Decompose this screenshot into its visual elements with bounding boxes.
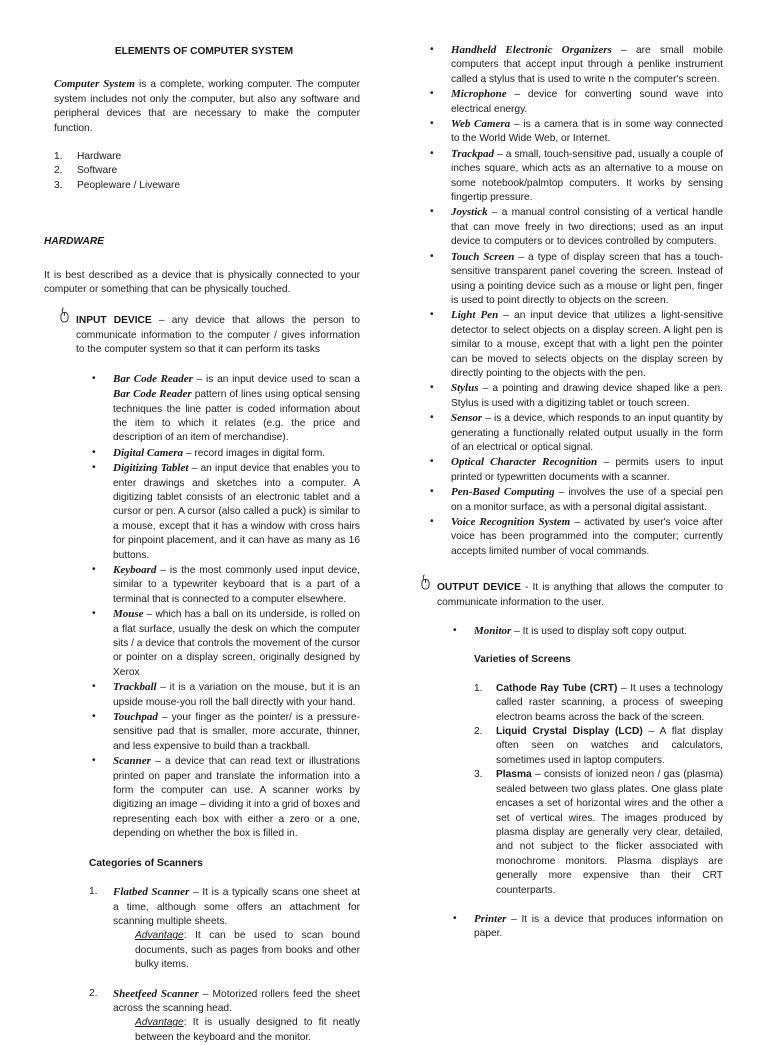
list-item: [427, 515, 723, 559]
list-item: [54, 179, 360, 193]
list-number: 3.: [54, 179, 63, 191]
advantage-note: [113, 1016, 360, 1045]
list-item: [474, 682, 723, 725]
list-item: [89, 372, 360, 446]
item-text: involves the use of a special pen on a monitor surface, as with a personal digital assistant.: [451, 487, 724, 513]
item-term: Handheld Electronic Organizers: [451, 44, 612, 56]
list-item: [89, 710, 360, 754]
list-item: [450, 912, 723, 942]
hardware-description: It is best described as a device that is physically connected to your computer or something that can be physically touched.: [44, 269, 360, 296]
item-separator: –: [511, 626, 523, 638]
bullet-icon: •: [430, 516, 434, 527]
list-number: 2.: [89, 987, 98, 999]
item-term: Plasma: [496, 769, 532, 781]
page-title: ELEMENTS OF COMPUTER SYSTEM: [114, 46, 294, 57]
item-text: a manual control consisting of a vertical handle that can move freely in two directions; used as an input device to computers or to devices controlled by computers.: [451, 207, 724, 248]
bullet-icon: •: [453, 912, 457, 924]
list-item: [427, 411, 723, 455]
bullet-icon: •: [430, 382, 434, 394]
item-term: Keyboard: [113, 563, 157, 576]
item-text: an input device that enables you to enter drawings and sketches into a computer. A digitizing tablet consists of an electronic tablet and a cursor or pen. A cursor (also called a puck) is similar to a mouse, except that it has a window with cross hairs for pinpoint placement, and it can have as many as 16 buttons.: [113, 463, 361, 561]
item-text: which has a ball on its underside, is rolled on a flat surface, usually the desk on which the computer sits / a device that controls the movement of the cursor or pointer on a display screen, originally designed by Xerox: [113, 609, 361, 678]
item-separator: –: [510, 119, 524, 131]
list-number: 3.: [474, 769, 483, 781]
item-separator: –: [617, 682, 631, 694]
list-item: [427, 43, 723, 87]
scanners-heading: Categories of Scanners: [89, 857, 203, 869]
item-separator: –: [157, 712, 172, 724]
list-item: [427, 205, 723, 249]
bullet-icon: •: [430, 118, 434, 130]
item-term: Cathode Ray Tube (CRT): [496, 682, 618, 694]
item-text: It uses a technology called raster scanning, a process of sweeping electron beams across the back of the screen.: [496, 682, 723, 723]
item-separator: –: [642, 726, 660, 738]
list-item-label: Peopleware / Liveware: [77, 179, 181, 191]
item-term: Bar Code Reader: [113, 388, 192, 401]
item-term: Stylus: [451, 382, 479, 395]
item-separator: –: [597, 457, 616, 469]
advantage-text: : It is usually designed to fit neatly between the keyboard and the monitor.: [135, 1017, 360, 1043]
mouse-pointer-icon: [57, 307, 72, 323]
item-term: Sheetfeed Scanner: [113, 987, 199, 1000]
input-device-heading: INPUT DEVICE: [76, 315, 152, 327]
bullet-icon: •: [92, 681, 96, 693]
list-item: [89, 607, 360, 680]
list-number: 2.: [474, 726, 483, 738]
bullet-icon: •: [430, 412, 434, 424]
output-device-heading: OUTPUT DEVICE: [437, 582, 521, 594]
bullet-icon: •: [430, 147, 434, 159]
item-term: Touchpad: [113, 711, 158, 724]
item-separator: –: [514, 251, 529, 263]
bullet-icon: •: [430, 88, 434, 100]
components-list: [54, 150, 360, 193]
item-separator: –: [150, 756, 166, 768]
input-device-list: [89, 372, 360, 842]
bullet-icon: •: [430, 206, 434, 218]
item-text: are small mobile computers that accept input through a penlike instrument called a stylus that is used to write n the computer's screen.: [451, 45, 724, 85]
item-term: Mouse: [113, 608, 144, 621]
item-separator: –: [498, 310, 515, 322]
monitor-list: [450, 624, 723, 639]
item-text: is a device, which responds to an input quantity by generating a functionally related output usually in the form of an electrical or optical signal.: [451, 413, 723, 453]
item-term: Trackpad: [451, 147, 494, 160]
item-separator: –: [188, 463, 201, 475]
item-term: Light Pen: [451, 309, 499, 322]
item-text: Motorized rollers feed the sheet across the scanning head.: [113, 988, 361, 1014]
bullet-icon: •: [92, 563, 96, 575]
bullet-icon: •: [92, 755, 96, 767]
list-number: 1.: [89, 886, 98, 898]
list-item: [89, 885, 360, 972]
item-separator: –: [143, 609, 156, 621]
list-item-label: Software: [77, 165, 118, 177]
item-separator: –: [570, 517, 585, 528]
item-term: Microphone: [451, 88, 507, 101]
item-text: It is used to display soft copy output.: [522, 626, 687, 638]
item-text: activated by user's voice after voice has been programmed into the computer; currently accepts limited number of vocal commands.: [451, 517, 723, 557]
item-separator: –: [156, 682, 170, 694]
item-separator: –: [487, 207, 502, 219]
input-device-section: [76, 314, 360, 357]
more-input-devices-list: [427, 43, 723, 559]
bullet-icon: •: [92, 711, 96, 723]
item-term: Printer: [474, 912, 507, 925]
bullet-icon: •: [92, 446, 96, 458]
list-item: [89, 461, 360, 563]
item-term: Bar Code Reader: [113, 372, 193, 385]
advantage-text: : It can be used to scan bound documents, such as pages from books and other bulky items.: [135, 930, 360, 971]
list-item: [89, 446, 360, 461]
item-term: Touch Screen: [451, 250, 515, 263]
bullet-icon: •: [430, 309, 434, 321]
item-text: is the most commonly used input device, similar to a typewriter keyboard that is a part of a terminal that is connected to a computer elsewhere.: [113, 564, 360, 605]
item-separator: –: [506, 89, 528, 101]
list-item: [427, 250, 723, 309]
list-item: [427, 308, 723, 381]
item-term: Joystick: [451, 206, 488, 219]
list-item: [54, 150, 360, 164]
screens-heading: Varieties of Screens: [474, 654, 571, 666]
intro-text: is a complete, working computer. The computer system includes not only the computer, but also any software and peripheral devices that are necessary to make the computer function.: [54, 79, 360, 134]
item-separator: –: [611, 45, 636, 56]
bullet-icon: •: [92, 608, 96, 620]
list-item: [89, 563, 360, 607]
item-text: It is a device that produces information on paper.: [474, 913, 724, 940]
item-text: an input device that utilizes a light-sensitive detector to select objects on a display screen. A light pen is similar to a mouse, except that with a light pen the pointer can be moved to selects objects on the display screen by directly pointing to the objects with the pen.: [451, 310, 723, 379]
list-number: 2.: [54, 165, 63, 177]
advantage-note: [113, 929, 360, 972]
item-separator: –: [182, 447, 195, 459]
list-item: [474, 768, 723, 898]
item-term: Trackball: [113, 681, 157, 694]
list-item: [427, 87, 723, 117]
list-item: [54, 164, 360, 178]
printer-list: [450, 912, 723, 942]
hardware-heading: HARDWARE: [44, 236, 104, 248]
left-column: [44, 0, 360, 1045]
item-term: Optical Character Recognition: [451, 456, 598, 469]
item-term: Pen-Based Computing: [451, 486, 555, 499]
advantage-label: Advantage: [135, 1017, 184, 1029]
bullet-icon: •: [92, 372, 96, 384]
item-separator: –: [198, 988, 213, 1000]
item-term: Liquid Crystal Display (LCD): [496, 726, 643, 738]
item-term: Voice Recognition System: [451, 516, 571, 528]
list-item: [427, 455, 723, 485]
item-term: Digitizing Tablet: [113, 462, 189, 475]
intro-term: Computer System: [54, 78, 135, 91]
scanner-categories-list: [89, 885, 360, 1045]
list-item-label: Hardware: [77, 151, 122, 163]
item-text: your finger as the pointer/ is a pressure-sensitive pad that is smaller, more accurate, thinner, and less expensive to build than a trackball.: [113, 712, 361, 752]
item-term: Digital Camera: [113, 446, 183, 459]
list-number: 1.: [474, 682, 483, 694]
screen-varieties-list: [474, 682, 723, 898]
list-item: [427, 147, 723, 206]
item-text: it is a variation on the mouse, but it is an upside mouse-you roll the ball directly with your hand.: [113, 682, 360, 708]
item-text: device for converting sound wave into electrical energy.: [451, 89, 723, 115]
list-item: [427, 117, 723, 147]
item-text: pattern of lines using optical sensing techniques the line patter is coded information about the item to which it relates (e.g. the price and description of an item of merchandise).: [113, 389, 360, 444]
item-separator: –: [478, 383, 493, 395]
list-item: [89, 754, 360, 841]
bullet-icon: •: [430, 250, 434, 262]
item-text: a pointing and drawing device shaped like a pen. Stylus is used with a digitizing tablet or touch screen.: [451, 383, 724, 409]
item-text: It is a typically scans one sheet at a time, although some offers an attachment for scanning multiple sheets.: [113, 887, 360, 927]
bullet-icon: •: [430, 456, 434, 468]
item-separator: –: [531, 769, 544, 781]
item-term: Flatbed Scanner: [113, 886, 190, 899]
item-text: record images in digital form.: [194, 447, 326, 459]
output-device-text: - It is anything that allows the computer to communicate information to the user.: [437, 582, 724, 608]
item-separator: –: [192, 373, 207, 385]
list-number: 1.: [54, 151, 63, 163]
item-text: consists of ionized neon / gas (plasma) sealed between two glass plates. One glass plate encases a set of horizontal wires and the other a set of vertical wires. The images produced by plasma display are generally very clear, detailed, and not subject to the flicker associated with monochrome monitors. Plasma displays are generally more expensive than their CRT counterparts.: [496, 769, 723, 896]
item-term: Web Camera: [451, 118, 511, 131]
list-item: [89, 987, 360, 1045]
intro-paragraph: [54, 77, 360, 136]
list-item: [427, 381, 723, 411]
bullet-icon: •: [92, 462, 96, 474]
item-separator: –: [189, 887, 203, 899]
output-device-section: [437, 581, 723, 610]
right-column: [415, 0, 723, 942]
item-text: is a camera that is in some way connected to the World Wide Web, or Internet.: [451, 119, 724, 145]
list-item: [89, 680, 360, 710]
item-term: Sensor: [451, 412, 483, 425]
item-text: permits users to input printed or typewritten documents with a scanner.: [451, 457, 724, 483]
item-text: a small, touch-sensitive pad, usually a couple of inches square, which acts as an alternative to a mouse on some notebook/palmtop computers. It works by sensing fingertip pressure.: [451, 148, 723, 204]
item-text: is an input device used to scan a: [206, 373, 360, 385]
item-term: Scanner: [113, 755, 151, 768]
item-text: a type of display screen that has a touch-sensitive transparent panel covering the screen. Instead of using a pointing device such as a mouse or light pen, finger is used to point directly to objects on the screen.: [451, 251, 724, 306]
item-separator: –: [554, 487, 569, 499]
item-term: Monitor: [474, 625, 512, 638]
item-separator: –: [482, 413, 494, 425]
bullet-icon: •: [453, 625, 457, 637]
list-item: [450, 624, 723, 639]
list-item: [474, 725, 723, 768]
item-separator: –: [493, 148, 506, 160]
input-device-text: – any device that allows the person to communicate information to the computer / gives information to the computer system so that it can perform its tasks: [76, 315, 360, 356]
item-separator: –: [156, 564, 170, 576]
list-item: [427, 485, 723, 515]
item-text: a device that can read text or illustrations printed on paper and translate the information into a form the computer can use. A scanner works by digitizing an image – dividing it into a grid of boxes and representing each box with either a zero or a one, depending on whether the box is filled in.: [113, 756, 361, 840]
item-separator: –: [506, 913, 522, 925]
advantage-label: Advantage: [135, 930, 184, 942]
item-text: A flat display often seen on watches and calculators, sometimes used in laptop computers.: [496, 726, 724, 766]
bullet-icon: •: [430, 486, 434, 498]
bullet-icon: •: [430, 44, 434, 55]
mouse-pointer-icon: [418, 574, 433, 590]
